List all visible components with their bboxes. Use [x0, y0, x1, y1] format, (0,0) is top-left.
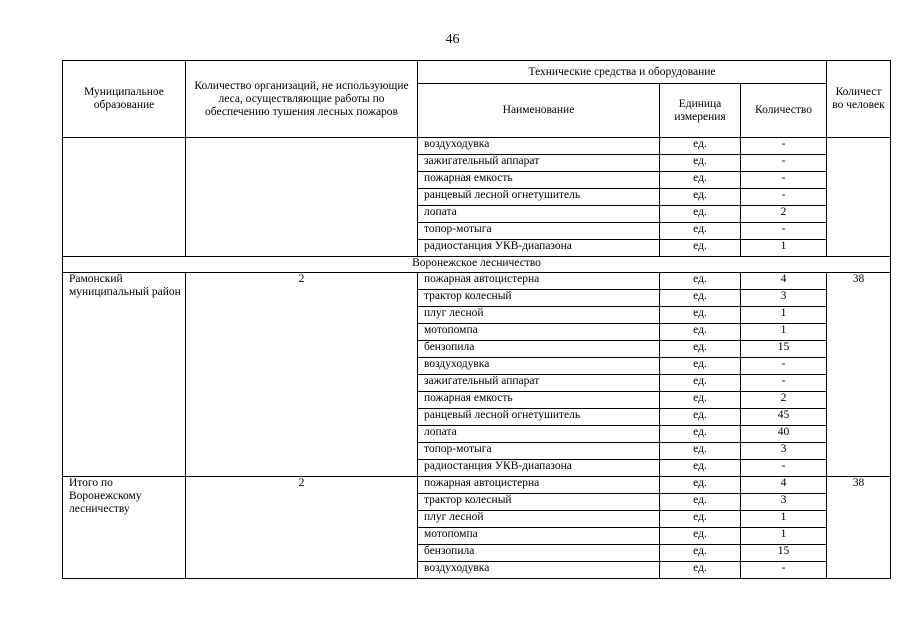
equipment-unit: ед.	[660, 494, 741, 511]
equipment-quantity: 15	[741, 341, 827, 358]
equipment-name: плуг лесной	[418, 511, 660, 528]
equipment-unit: ед.	[660, 138, 741, 155]
header-org-count: Количество организаций, не использующие леса, осуществляющие работы по обеспечению тушения лесных пожаров	[186, 61, 418, 138]
equipment-quantity: -	[741, 189, 827, 206]
header-quantity: Количество	[741, 84, 827, 138]
table-row	[63, 138, 891, 155]
equipment-unit: ед.	[660, 240, 741, 257]
equipment-unit: ед.	[660, 426, 741, 443]
equipment-quantity: 3	[741, 290, 827, 307]
equipment-name: ранцевый лесной огнетушитель	[418, 189, 660, 206]
equipment-name: воздуходувка	[418, 358, 660, 375]
equipment-quantity: 1	[741, 307, 827, 324]
equipment-quantity: -	[741, 358, 827, 375]
equipment-quantity: 2	[741, 206, 827, 223]
equipment-quantity: 45	[741, 409, 827, 426]
equipment-name: лопата	[418, 206, 660, 223]
equipment-unit: ед.	[660, 155, 741, 172]
equipment-unit: ед.	[660, 358, 741, 375]
org-count-cell: 2	[186, 273, 418, 477]
equipment-unit: ед.	[660, 223, 741, 240]
equipment-unit: ед.	[660, 528, 741, 545]
people-count-cell: 38	[827, 477, 891, 579]
table-body	[63, 138, 891, 579]
equipment-quantity: 1	[741, 528, 827, 545]
municipality-cell	[63, 138, 186, 257]
equipment-quantity: 3	[741, 443, 827, 460]
equipment-unit: ед.	[660, 290, 741, 307]
equipment-unit: ед.	[660, 511, 741, 528]
equipment-unit: ед.	[660, 206, 741, 223]
equipment-name: топор-мотыга	[418, 223, 660, 240]
equipment-name: мотопомпа	[418, 528, 660, 545]
equipment-unit: ед.	[660, 409, 741, 426]
equipment-unit: ед.	[660, 460, 741, 477]
equipment-name: пожарная автоцистерна	[418, 273, 660, 290]
equipment-name: зажигательный аппарат	[418, 155, 660, 172]
equipment-name: воздуходувка	[418, 562, 660, 579]
equipment-quantity: 3	[741, 494, 827, 511]
equipment-quantity: 1	[741, 240, 827, 257]
header-people: Количест во человек	[827, 61, 891, 138]
equipment-name: радиостанция УКВ-диапазона	[418, 460, 660, 477]
equipment-name: лопата	[418, 426, 660, 443]
equipment-quantity: -	[741, 155, 827, 172]
equipment-quantity: -	[741, 138, 827, 155]
equipment-quantity: 4	[741, 273, 827, 290]
municipality-cell: Рамонский муниципальный район	[63, 273, 186, 477]
equipment-unit: ед.	[660, 443, 741, 460]
header-row-1	[63, 61, 891, 84]
municipality-cell: Итого по Воронежскому лесничеству	[63, 477, 186, 579]
equipment-quantity: -	[741, 375, 827, 392]
equipment-quantity: 4	[741, 477, 827, 494]
org-count-cell	[186, 138, 418, 257]
equipment-name: пожарная автоцистерна	[418, 477, 660, 494]
header-name: Наименование	[418, 84, 660, 138]
equipment-unit: ед.	[660, 324, 741, 341]
equipment-quantity: -	[741, 562, 827, 579]
equipment-unit: ед.	[660, 341, 741, 358]
equipment-quantity: 40	[741, 426, 827, 443]
equipment-quantity: -	[741, 460, 827, 477]
section-row	[63, 257, 891, 273]
equipment-quantity: 1	[741, 511, 827, 528]
equipment-name: топор-мотыга	[418, 443, 660, 460]
equipment-unit: ед.	[660, 307, 741, 324]
equipment-unit: ед.	[660, 189, 741, 206]
equipment-table	[62, 60, 891, 579]
header-unit: Единица измерения	[660, 84, 741, 138]
people-count-cell: 38	[827, 273, 891, 477]
equipment-name: трактор колесный	[418, 290, 660, 307]
equipment-unit: ед.	[660, 562, 741, 579]
org-count-cell: 2	[186, 477, 418, 579]
equipment-unit: ед.	[660, 477, 741, 494]
equipment-unit: ед.	[660, 273, 741, 290]
equipment-name: зажигательный аппарат	[418, 375, 660, 392]
equipment-name: воздуходувка	[418, 138, 660, 155]
section-title: Воронежское лесничество	[63, 257, 891, 273]
header-municipality: Муниципальное образование	[63, 61, 186, 138]
equipment-quantity: -	[741, 223, 827, 240]
equipment-unit: ед.	[660, 172, 741, 189]
equipment-quantity: 1	[741, 324, 827, 341]
equipment-name: пожарная емкость	[418, 392, 660, 409]
equipment-unit: ед.	[660, 392, 741, 409]
people-count-cell	[827, 138, 891, 257]
equipment-quantity: 2	[741, 392, 827, 409]
page-number: 46	[445, 32, 460, 47]
header-tech-group: Технические средства и оборудование	[418, 61, 827, 84]
equipment-unit: ед.	[660, 375, 741, 392]
equipment-quantity: 15	[741, 545, 827, 562]
equipment-unit: ед.	[660, 545, 741, 562]
equipment-name: трактор колесный	[418, 494, 660, 511]
equipment-name: бензопила	[418, 341, 660, 358]
equipment-name: плуг лесной	[418, 307, 660, 324]
equipment-name: мотопомпа	[418, 324, 660, 341]
table-row	[63, 477, 891, 494]
equipment-name: бензопила	[418, 545, 660, 562]
equipment-name: ранцевый лесной огнетушитель	[418, 409, 660, 426]
equipment-name: радиостанция УКВ-диапазона	[418, 240, 660, 257]
table-row	[63, 273, 891, 290]
equipment-name: пожарная емкость	[418, 172, 660, 189]
equipment-quantity: -	[741, 172, 827, 189]
